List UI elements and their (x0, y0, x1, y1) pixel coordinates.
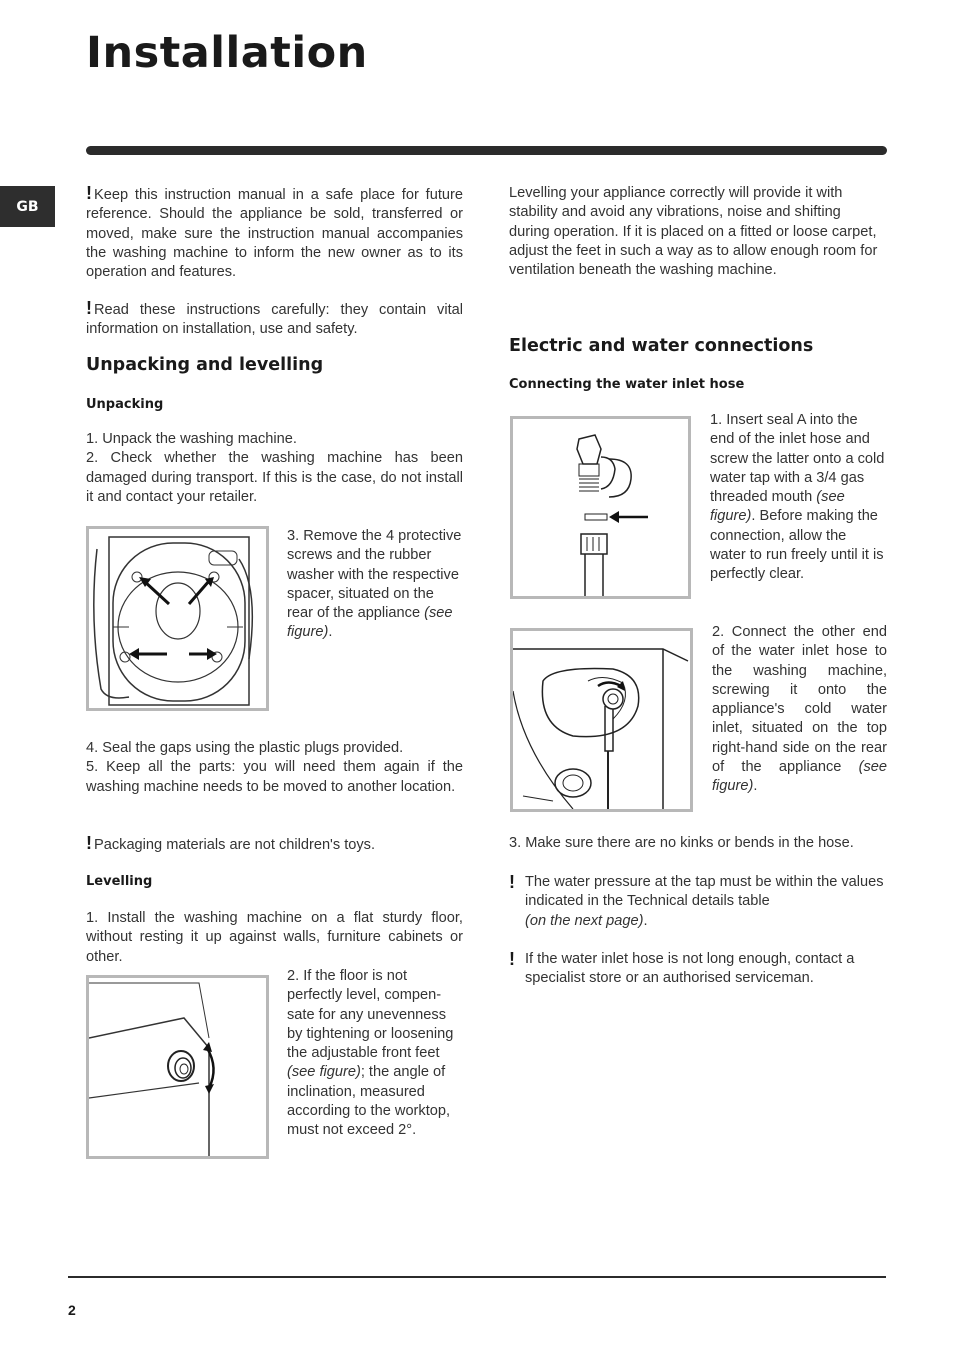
hose-length-warning: ! If the water inlet hose is not long enough, contact a specialist store or an authorised serviceman. (509, 950, 885, 989)
levelling-step-2: 2. If the floor is not perfectly level, compen-sate for any unevenness by tightening or loosening the adjustable front feet (see figure); the angle of inclination, measured according to the worktop, must not exceed 2°. (287, 968, 454, 1139)
packaging-warning: ! Packaging materials are not children's toys. (86, 833, 376, 853)
warning-icon: ! (86, 298, 92, 318)
machine-inlet-illustration (513, 631, 690, 809)
unpacking-step-4: 4. Seal the gaps using the plastic plugs provided. (86, 740, 404, 756)
tap-and-hose-illustration (513, 419, 688, 596)
page-title: Installation (86, 28, 368, 78)
intro-note-2: ! Read these instructions carefully: they contain vital information on installation, use and safety. (86, 298, 463, 338)
figure-tap-connection (510, 416, 691, 599)
header-rule (86, 146, 887, 155)
subheading-levelling: Levelling (86, 874, 153, 889)
hose-step-2: 2. Connect the other end of the water inlet hose to the washing machine, screwing it onto the appliance's cold water inlet, situated on the top right-hand side on the rear of the appliance (see figure). (712, 624, 887, 795)
section-heading-unpacking-levelling: Unpacking and levelling (86, 355, 324, 375)
hose-step-3: 3. Make sure there are no kinks or bends in the hose. (509, 835, 854, 851)
unpacking-steps-1-2 (86, 430, 463, 507)
unpacking-steps-4-5 (86, 739, 463, 797)
levelling-step-1: 1. Install the washing machine on a flat sturdy floor, without resting it up against walls, furniture cabinets or other. (86, 910, 463, 965)
subheading-unpacking: Unpacking (86, 397, 164, 412)
hose-step-1: 1. Insert seal A into the end of the inlet hose and screw the latter onto a cold water tap with a 3/4 gas threaded mouth (see figure). Before making the connection, allow the water to run freely until it is perfectly clear. (710, 412, 885, 583)
subheading-water-inlet-hose: Connecting the water inlet hose (509, 377, 745, 392)
warning-icon: ! (509, 872, 515, 892)
footer-rule (68, 1276, 886, 1278)
warning-icon: ! (86, 833, 92, 853)
section-heading-connections: Electric and water connections (509, 336, 814, 356)
adjustable-foot-illustration (89, 978, 266, 1156)
language-tab: GB (0, 186, 55, 227)
unpacking-step-2: 2. Check whether the washing machine has been damaged during transport. If this is the case, do not install it and contact your retailer. (86, 450, 463, 505)
intro-note-1: ! Keep this instruction manual in a safe place for future reference. Should the appliance be sold, transferred or moved, make sure the instruction manual accompanies the washing machine to inform the new owner as to its operation and features. (86, 183, 463, 281)
figure-rear-screws (86, 526, 269, 711)
pressure-warning: ! The water pressure at the tap must be within the values indicated in the Technical details table (on the next page). (509, 873, 885, 931)
levelling-paragraph: Levelling your appliance correctly will provide it with stability and avoid any vibrations, noise and shifting during operation. If it is placed on a fitted or loose carpet, adjust the feet in such a way as to allow enough room for ventilation beneath the washing machine. (509, 185, 878, 279)
warning-icon: ! (86, 183, 92, 203)
page-number: 2 (68, 1302, 76, 1318)
figure-adjustable-feet (86, 975, 269, 1159)
figure-machine-inlet (510, 628, 693, 812)
unpacking-step-5: 5. Keep all the parts: you will need them again if the washing machine needs to be moved to another location. (86, 759, 463, 795)
unpacking-step-1: 1. Unpack the washing machine. (86, 431, 297, 447)
warning-icon: ! (509, 949, 515, 969)
washing-machine-rear-illustration (89, 529, 266, 708)
unpacking-step-3: 3. Remove the 4 protective screws and the rubber washer with the respective spacer, situated on the rear of the appliance (see figure). (287, 528, 462, 641)
